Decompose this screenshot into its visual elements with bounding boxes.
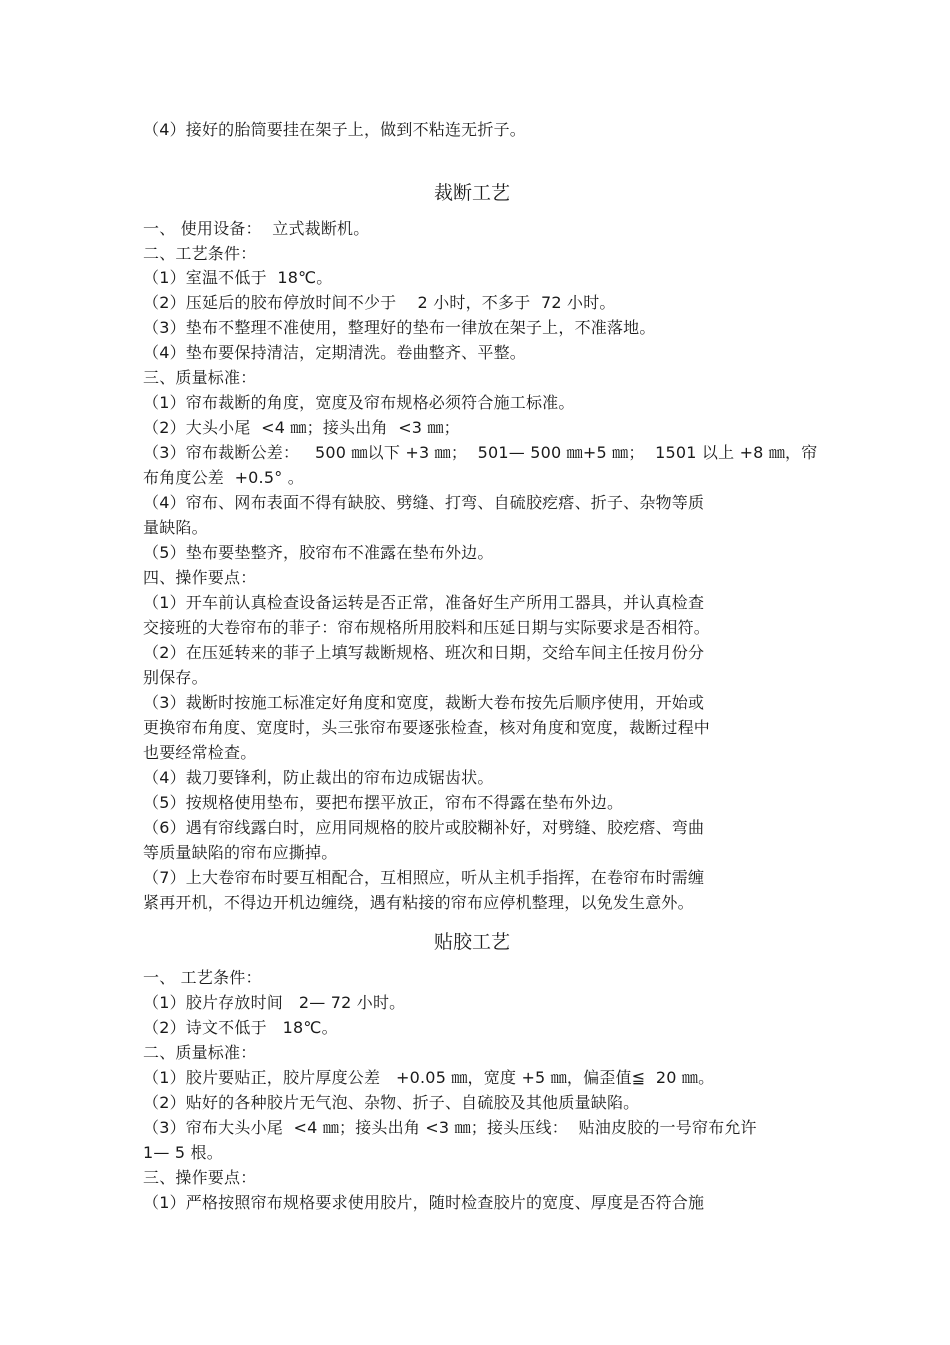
paragraph-line: （4）垫布要保持清洁，定期清洗。卷曲整齐、平整。 <box>143 343 526 362</box>
paragraph-line: 二、质量标准： <box>143 1043 257 1062</box>
paragraph-line: 四、操作要点： <box>143 568 257 587</box>
paragraph-line: （5）按规格使用垫布，要把布摆平放正，帘布不得露在垫布外边。 <box>143 793 624 812</box>
paragraph-line: （4）裁刀要锋利，防止裁出的帘布边成锯齿状。 <box>143 768 494 787</box>
paragraph-line: （3）帘布大头小尾 <4 ㎜；接头出角 <3 ㎜；接头压线： 贴油皮胶的一号帘布允许 <box>143 1118 757 1137</box>
paragraph-line: （2）贴好的各种胶片无气泡、杂物、折子、自硫胶及其他质量缺陷。 <box>143 1093 640 1112</box>
paragraph-line: （2）在压延转来的菲子上填写裁断规格、班次和日期，交给车间主任按月份分 <box>143 643 705 662</box>
paragraph-line: （3）帘布裁断公差： 500 ㎜以下 +3 ㎜； 501— 500 ㎜+5 ㎜； 1501 以上 +8 ㎜，帘 <box>143 443 818 462</box>
section-title-cutting: 裁断工艺 <box>433 182 510 204</box>
paragraph-line: （1）严格按照帘布规格要求使用胶片，随时检查胶片的宽度、厚度是否符合施 <box>143 1193 705 1212</box>
paragraph-line: 也要经常检查。 <box>143 743 257 762</box>
paragraph-line: 一、 使用设备： 立式裁断机。 <box>143 219 370 238</box>
paragraph-line: 更换帘布角度、宽度时，头三张帘布要逐张检查，核对角度和宽度，裁断过程中 <box>143 718 711 737</box>
paragraph-line: （3）垫布不整理不准使用，整理好的垫布一律放在架子上，不准落地。 <box>143 318 656 337</box>
paragraph-line: 1— 5 根。 <box>143 1143 223 1162</box>
paragraph-line: （2）大头小尾 <4 ㎜；接头出角 <3 ㎜； <box>143 418 460 437</box>
paragraph-line: （1）开车前认真检查设备运转是否正常，准备好生产所用工器具，并认真检查 <box>143 593 705 612</box>
paragraph-line: （5）垫布要垫整齐，胶帘布不准露在垫布外边。 <box>143 543 494 562</box>
paragraph-line: （2）压延后的胶布停放时间不少于 2 小时，不多于 72 小时。 <box>143 293 616 312</box>
paragraph-line: 紧再开机，不得边开机边缠绕，遇有粘接的帘布应停机整理，以免发生意外。 <box>143 893 694 912</box>
paragraph-line: 布角度公差 +0.5° 。 <box>143 468 304 487</box>
paragraph-line: （1）胶片存放时间 2— 72 小时。 <box>143 993 406 1012</box>
paragraph-line: 别保存。 <box>143 668 208 687</box>
paragraph-line: （6）遇有帘线露白时，应用同规格的胶片或胶糊补好，对劈缝、胶疙瘩、弯曲 <box>143 818 705 837</box>
paragraph-line: （1）帘布裁断的角度，宽度及帘布规格必须符合施工标准。 <box>143 393 575 412</box>
paragraph-line: （4）接好的胎筒要挂在架子上，做到不粘连无折子。 <box>143 120 526 139</box>
paragraph-line: （1）胶片要贴正，胶片厚度公差 +0.05 ㎜，宽度 +5 ㎜，偏歪值≦ 20 ㎜。 <box>143 1068 715 1087</box>
paragraph-line: （1）室温不低于 18℃。 <box>143 268 333 287</box>
paragraph-line: 等质量缺陷的帘布应撕掉。 <box>143 843 338 862</box>
paragraph-line: 三、操作要点： <box>143 1168 257 1187</box>
paragraph-line: （2）诗文不低于 18℃。 <box>143 1018 338 1037</box>
paragraph-line: （4）帘布、网布表面不得有缺胶、劈缝、打弯、自硫胶疙瘩、折子、杂物等质 <box>143 493 705 512</box>
paragraph-line: 二、工艺条件： <box>143 244 257 263</box>
paragraph-line: 一、 工艺条件： <box>143 968 262 987</box>
paragraph-line: 量缺陷。 <box>143 518 208 537</box>
paragraph-line: （7）上大卷帘布时要互相配合，互相照应，听从主机手指挥，在卷帘布时需缠 <box>143 868 705 887</box>
paragraph-line: 三、质量标准： <box>143 368 257 387</box>
section-title-gluing: 贴胶工艺 <box>433 931 510 953</box>
paragraph-line: 交接班的大卷帘布的菲子：帘布规格所用胶料和压延日期与实际要求是否相符。 <box>143 618 711 637</box>
paragraph-line: （3）裁断时按施工标准定好角度和宽度，裁断大卷布按先后顺序使用，开始或 <box>143 693 705 712</box>
